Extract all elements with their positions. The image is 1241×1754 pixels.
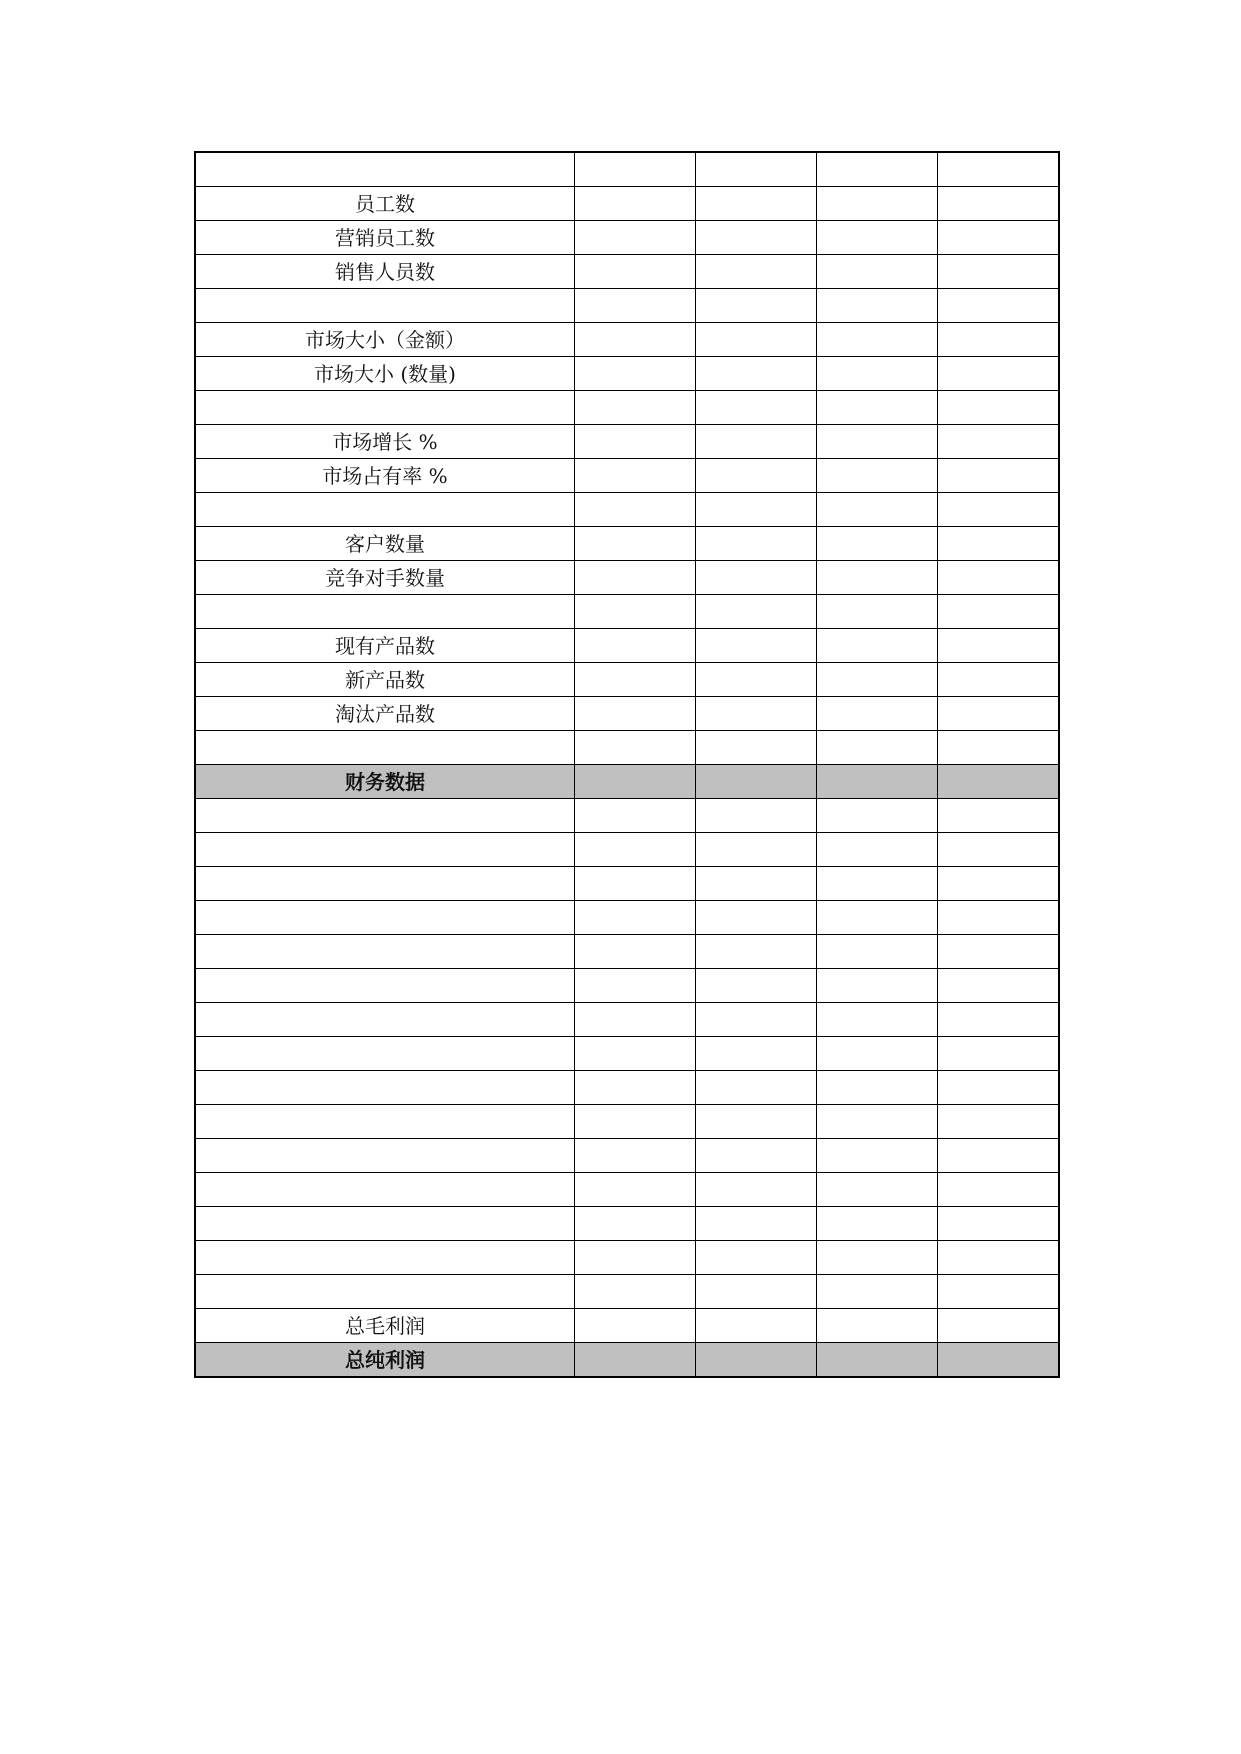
value-cell[interactable] <box>696 731 817 765</box>
value-cell[interactable] <box>575 152 696 187</box>
table-row <box>195 935 1059 969</box>
statistics-table <box>194 151 1060 1378</box>
value-cell[interactable] <box>938 595 1060 629</box>
table-row <box>195 1105 1059 1139</box>
value-cell[interactable] <box>696 1037 817 1071</box>
value-cell[interactable] <box>938 255 1060 289</box>
value-cell[interactable] <box>938 1071 1060 1105</box>
value-cell[interactable] <box>938 1241 1060 1275</box>
table-row <box>195 561 1059 595</box>
value-cell[interactable] <box>938 1207 1060 1241</box>
value-cell[interactable] <box>817 697 938 731</box>
value-cell[interactable] <box>817 799 938 833</box>
value-cell[interactable] <box>696 425 817 459</box>
row-label-cell[interactable]: 员工数 <box>195 187 575 221</box>
row-label-cell[interactable] <box>195 935 575 969</box>
value-cell[interactable] <box>817 1037 938 1071</box>
table-row <box>195 1139 1059 1173</box>
row-label-cell[interactable] <box>195 1139 575 1173</box>
value-cell[interactable] <box>817 187 938 221</box>
value-cell[interactable] <box>696 833 817 867</box>
value-cell[interactable] <box>938 1309 1060 1343</box>
value-cell[interactable] <box>696 1309 817 1343</box>
row-label-cell[interactable]: 市场大小 (数量) <box>195 357 575 391</box>
value-cell[interactable] <box>575 1105 696 1139</box>
table-row <box>195 459 1059 493</box>
value-cell[interactable] <box>817 221 938 255</box>
value-cell[interactable] <box>575 1241 696 1275</box>
value-cell[interactable] <box>817 833 938 867</box>
value-cell[interactable] <box>938 187 1060 221</box>
value-cell[interactable] <box>575 459 696 493</box>
value-cell[interactable] <box>817 357 938 391</box>
table-body <box>195 152 1059 1377</box>
value-cell[interactable] <box>817 969 938 1003</box>
row-label-cell[interactable] <box>195 731 575 765</box>
row-label-cell[interactable]: 财务数据 <box>195 765 575 799</box>
value-cell[interactable] <box>575 629 696 663</box>
value-cell[interactable] <box>696 663 817 697</box>
value-cell[interactable] <box>696 561 817 595</box>
value-cell[interactable] <box>817 867 938 901</box>
value-cell[interactable] <box>696 697 817 731</box>
value-cell[interactable] <box>938 1275 1060 1309</box>
value-cell[interactable] <box>938 833 1060 867</box>
value-cell[interactable] <box>575 935 696 969</box>
value-cell[interactable] <box>575 493 696 527</box>
value-cell[interactable] <box>696 391 817 425</box>
value-cell[interactable] <box>817 1139 938 1173</box>
value-cell[interactable] <box>575 901 696 935</box>
value-cell[interactable] <box>938 697 1060 731</box>
value-cell[interactable] <box>938 1139 1060 1173</box>
table-row <box>195 663 1059 697</box>
value-cell[interactable] <box>575 595 696 629</box>
value-cell[interactable] <box>938 152 1060 187</box>
row-label-cell[interactable] <box>195 969 575 1003</box>
value-cell[interactable] <box>817 1105 938 1139</box>
row-label-cell[interactable] <box>195 1105 575 1139</box>
value-cell[interactable] <box>696 1105 817 1139</box>
table-row <box>195 731 1059 765</box>
row-label-cell[interactable] <box>195 1071 575 1105</box>
value-cell[interactable] <box>817 152 938 187</box>
table-row <box>195 255 1059 289</box>
row-label-cell[interactable]: 淘汰产品数 <box>195 697 575 731</box>
value-cell[interactable] <box>696 1071 817 1105</box>
value-cell[interactable] <box>696 1003 817 1037</box>
value-cell[interactable] <box>938 425 1060 459</box>
value-cell[interactable] <box>817 493 938 527</box>
row-label-cell[interactable] <box>195 595 575 629</box>
value-cell[interactable] <box>575 391 696 425</box>
value-cell[interactable] <box>575 289 696 323</box>
shaded-table-row <box>195 1343 1059 1378</box>
value-cell[interactable] <box>817 561 938 595</box>
value-cell[interactable] <box>817 1173 938 1207</box>
row-label-cell[interactable]: 现有产品数 <box>195 629 575 663</box>
row-label-cell[interactable] <box>195 833 575 867</box>
value-cell[interactable] <box>817 1343 938 1378</box>
value-cell[interactable] <box>938 799 1060 833</box>
table-row <box>195 357 1059 391</box>
value-cell[interactable] <box>817 765 938 799</box>
row-label-cell[interactable] <box>195 1275 575 1309</box>
row-label-cell[interactable]: 市场占有率 % <box>195 459 575 493</box>
row-label-cell[interactable] <box>195 391 575 425</box>
table-row <box>195 187 1059 221</box>
value-cell[interactable] <box>696 1241 817 1275</box>
value-cell[interactable] <box>938 969 1060 1003</box>
table-row <box>195 493 1059 527</box>
row-label-cell[interactable] <box>195 1207 575 1241</box>
value-cell[interactable] <box>817 731 938 765</box>
row-label-cell[interactable]: 总纯利润 <box>195 1343 575 1378</box>
value-cell[interactable] <box>575 1037 696 1071</box>
value-cell[interactable] <box>817 1207 938 1241</box>
value-cell[interactable] <box>817 1309 938 1343</box>
value-cell[interactable] <box>817 255 938 289</box>
row-label-cell[interactable]: 市场增长 % <box>195 425 575 459</box>
row-label-cell[interactable] <box>195 1037 575 1071</box>
row-label-cell[interactable] <box>195 1003 575 1037</box>
value-cell[interactable] <box>696 493 817 527</box>
value-cell[interactable] <box>575 765 696 799</box>
value-cell[interactable] <box>938 357 1060 391</box>
value-cell[interactable] <box>696 527 817 561</box>
value-cell[interactable] <box>575 663 696 697</box>
value-cell[interactable] <box>938 1173 1060 1207</box>
table-row <box>195 595 1059 629</box>
value-cell[interactable] <box>817 935 938 969</box>
value-cell[interactable] <box>696 459 817 493</box>
value-cell[interactable] <box>938 493 1060 527</box>
value-cell[interactable] <box>696 1343 817 1378</box>
value-cell[interactable] <box>575 187 696 221</box>
value-cell[interactable] <box>817 1071 938 1105</box>
value-cell[interactable] <box>696 255 817 289</box>
value-cell[interactable] <box>575 527 696 561</box>
table-row <box>195 527 1059 561</box>
value-cell[interactable] <box>696 629 817 663</box>
table-row <box>195 1037 1059 1071</box>
table-row <box>195 221 1059 255</box>
value-cell[interactable] <box>938 731 1060 765</box>
table-row <box>195 1275 1059 1309</box>
value-cell[interactable] <box>575 221 696 255</box>
value-cell[interactable] <box>817 289 938 323</box>
value-cell[interactable] <box>938 663 1060 697</box>
row-label-cell[interactable] <box>195 799 575 833</box>
shaded-table-row <box>195 765 1059 799</box>
value-cell[interactable] <box>575 1343 696 1378</box>
value-cell[interactable] <box>938 1105 1060 1139</box>
table-row <box>195 152 1059 187</box>
table-row <box>195 833 1059 867</box>
table-row <box>195 629 1059 663</box>
value-cell[interactable] <box>938 459 1060 493</box>
table-row <box>195 867 1059 901</box>
table-row <box>195 1207 1059 1241</box>
value-cell[interactable] <box>575 1309 696 1343</box>
value-cell[interactable] <box>696 289 817 323</box>
value-cell[interactable] <box>696 1173 817 1207</box>
row-label-cell[interactable] <box>195 1173 575 1207</box>
value-cell[interactable] <box>938 221 1060 255</box>
value-cell[interactable] <box>575 867 696 901</box>
value-cell[interactable] <box>817 391 938 425</box>
row-label-cell[interactable]: 营销员工数 <box>195 221 575 255</box>
value-cell[interactable] <box>696 1139 817 1173</box>
row-label-cell[interactable]: 客户数量 <box>195 527 575 561</box>
table-row <box>195 799 1059 833</box>
value-cell[interactable] <box>575 357 696 391</box>
value-cell[interactable] <box>696 1275 817 1309</box>
value-cell[interactable] <box>938 1037 1060 1071</box>
value-cell[interactable] <box>938 289 1060 323</box>
row-label-cell[interactable]: 总毛利润 <box>195 1309 575 1343</box>
value-cell[interactable] <box>938 391 1060 425</box>
value-cell[interactable] <box>817 1241 938 1275</box>
value-cell[interactable] <box>696 1207 817 1241</box>
value-cell[interactable] <box>575 1003 696 1037</box>
table-row <box>195 1173 1059 1207</box>
value-cell[interactable] <box>575 1173 696 1207</box>
row-label-cell[interactable]: 竞争对手数量 <box>195 561 575 595</box>
row-label-cell[interactable] <box>195 867 575 901</box>
table-row <box>195 425 1059 459</box>
value-cell[interactable] <box>938 901 1060 935</box>
table-row <box>195 969 1059 1003</box>
table-row <box>195 1241 1059 1275</box>
value-cell[interactable] <box>575 255 696 289</box>
row-label-cell[interactable]: 市场大小（金额） <box>195 323 575 357</box>
value-cell[interactable] <box>817 1003 938 1037</box>
value-cell[interactable] <box>938 1003 1060 1037</box>
value-cell[interactable] <box>817 595 938 629</box>
value-cell[interactable] <box>696 867 817 901</box>
value-cell[interactable] <box>817 629 938 663</box>
table-row <box>195 323 1059 357</box>
value-cell[interactable] <box>575 1071 696 1105</box>
value-cell[interactable] <box>817 663 938 697</box>
value-cell[interactable] <box>575 799 696 833</box>
value-cell[interactable] <box>938 629 1060 663</box>
value-cell[interactable] <box>696 187 817 221</box>
value-cell[interactable] <box>817 1275 938 1309</box>
value-cell[interactable] <box>817 527 938 561</box>
value-cell[interactable] <box>575 697 696 731</box>
value-cell[interactable] <box>938 561 1060 595</box>
value-cell[interactable] <box>938 765 1060 799</box>
value-cell[interactable] <box>575 1207 696 1241</box>
value-cell[interactable] <box>575 561 696 595</box>
value-cell[interactable] <box>575 425 696 459</box>
table-row <box>195 1309 1059 1343</box>
value-cell[interactable] <box>696 799 817 833</box>
value-cell[interactable] <box>575 969 696 1003</box>
table-row <box>195 391 1059 425</box>
value-cell[interactable] <box>696 901 817 935</box>
table-row <box>195 1003 1059 1037</box>
value-cell[interactable] <box>696 969 817 1003</box>
value-cell[interactable] <box>696 357 817 391</box>
row-label-cell[interactable] <box>195 493 575 527</box>
row-label-cell[interactable]: 新产品数 <box>195 663 575 697</box>
value-cell[interactable] <box>696 221 817 255</box>
row-label-cell[interactable] <box>195 289 575 323</box>
value-cell[interactable] <box>817 459 938 493</box>
value-cell[interactable] <box>817 901 938 935</box>
value-cell[interactable] <box>575 833 696 867</box>
row-label-cell[interactable]: 销售人员数 <box>195 255 575 289</box>
row-label-cell[interactable] <box>195 901 575 935</box>
value-cell[interactable] <box>575 1139 696 1173</box>
table-row <box>195 289 1059 323</box>
value-cell[interactable] <box>817 323 938 357</box>
value-cell[interactable] <box>696 152 817 187</box>
value-cell[interactable] <box>575 731 696 765</box>
value-cell[interactable] <box>696 595 817 629</box>
value-cell[interactable] <box>696 935 817 969</box>
value-cell[interactable] <box>938 867 1060 901</box>
value-cell[interactable] <box>817 425 938 459</box>
row-label-cell[interactable] <box>195 1241 575 1275</box>
value-cell[interactable] <box>575 1275 696 1309</box>
value-cell[interactable] <box>696 765 817 799</box>
value-cell[interactable] <box>938 935 1060 969</box>
table-row <box>195 1071 1059 1105</box>
value-cell[interactable] <box>938 323 1060 357</box>
table-row <box>195 901 1059 935</box>
value-cell[interactable] <box>696 323 817 357</box>
row-label-cell[interactable] <box>195 152 575 187</box>
value-cell[interactable] <box>938 1343 1060 1378</box>
table-row <box>195 697 1059 731</box>
value-cell[interactable] <box>575 323 696 357</box>
value-cell[interactable] <box>938 527 1060 561</box>
